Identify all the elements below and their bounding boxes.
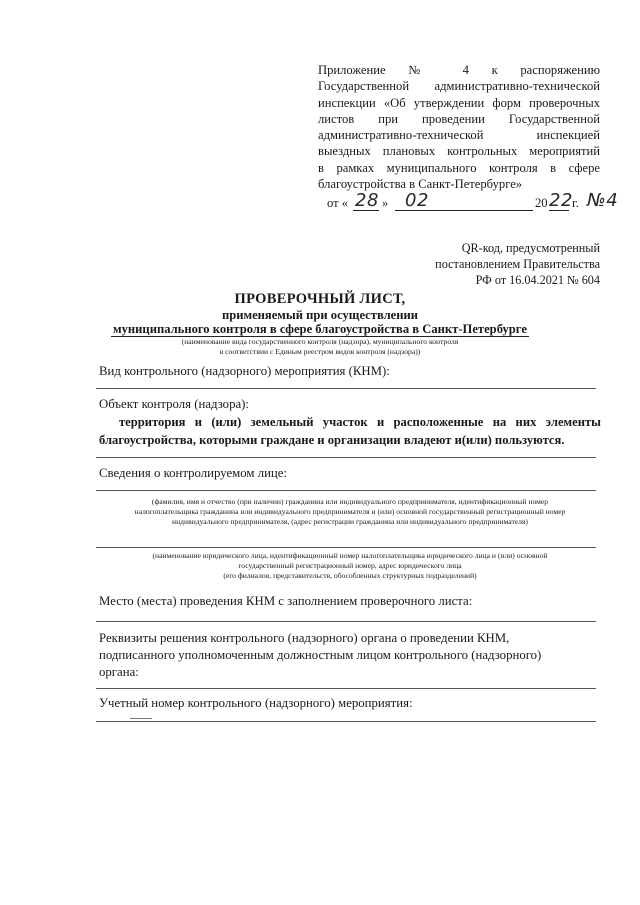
caption-line: индивидуального предпринимателя, (адрес регистрации гражданина или индивидуального предпринимателя): [172, 517, 528, 526]
caption-line: в соответствии с Единым реестром видов контроля (надзора)): [219, 346, 421, 356]
caption-line: (наименование вида государственного контроля (надзора), муниципального контроля: [181, 337, 459, 346]
divider: [96, 457, 596, 458]
date-prefix: от «: [327, 196, 349, 210]
appendix-line: административно-технической инспекцией: [318, 128, 600, 143]
event-type-label: Вид контрольного (надзорного) мероприятия (КНМ):: [99, 364, 390, 378]
divider: [96, 388, 596, 389]
order-date-line: [327, 190, 627, 218]
date-suffix: г.: [572, 196, 579, 210]
qr-note-line: РФ от 16.04.2021 № 604: [475, 273, 600, 287]
divider: [96, 688, 596, 689]
date-month: 02: [405, 190, 429, 211]
date-year-prefix: 20: [535, 196, 548, 210]
qr-note-line: постановлением Правительства: [435, 257, 600, 271]
appendix-header: [318, 62, 600, 192]
qr-note-line: QR-код, предусмотренный: [461, 241, 600, 255]
caption-line: налогоплательщика гражданина или индивидуального предпринимателя и (или) основной государственный регистрационный номер: [134, 507, 566, 516]
control-type-caption: [100, 337, 540, 356]
object-label: Объект контроля (надзора):: [99, 397, 249, 411]
divider: [96, 547, 596, 548]
appendix-line: благоустройства в Санкт-Петербурге»: [318, 177, 523, 192]
order-number: №4: [587, 190, 619, 211]
caption-line: (его филиалов, представительств, обособленных структурных подразделений): [223, 571, 477, 580]
divider: [96, 621, 596, 622]
document-subtitle: применяемый при осуществлении: [221, 308, 419, 322]
date-year-suffix: 22: [549, 190, 573, 211]
requisites-line: подписанного уполномоченным должностным лицом контрольного (надзорного): [99, 648, 542, 662]
appendix-line: Приложение № 4 к распоряжению: [318, 63, 600, 77]
date-mid: »: [382, 196, 389, 210]
object-value-line: территория и (или) земельный участок и расположенные на них элементы: [119, 415, 601, 429]
appendix-line: в рамках муниципального контроля в сфере: [318, 160, 600, 175]
requisites-line: органа:: [99, 665, 139, 679]
appendix-line: выездных плановых контрольных мероприятий: [318, 144, 600, 159]
appendix-line: листов при проведении Государственной: [318, 111, 600, 126]
control-type: [80, 322, 560, 337]
object-value: [99, 413, 601, 449]
caption-line: государственный регистрационный номер, адрес юридического лица: [238, 561, 462, 570]
person-caption: [100, 497, 600, 527]
date-day: 28: [355, 190, 379, 211]
qr-code-note: [405, 240, 600, 288]
divider: [96, 490, 596, 491]
document-title: ПРОВЕРОЧНЫЙ ЛИСТ,: [234, 291, 406, 307]
caption-line: (фамилия, имя и отчество (при наличии) гражданина или индивидуального предпринимателя, идентификационный номер: [151, 497, 549, 506]
legal-entity-caption: [100, 551, 600, 581]
account-number-label: Учетный номер контрольного (надзорного) мероприятия:: [99, 696, 413, 710]
appendix-line: инспекции «Об утверждении форм проверочных: [318, 95, 600, 110]
place-label: Место (места) проведения КНМ с заполнением проверочного листа:: [99, 594, 473, 608]
appendix-line: Государственной административно-технической: [318, 79, 600, 94]
object-value-line: благоустройства, которыми граждане и организации владеют и(или) пользуются.: [99, 433, 565, 447]
control-type-text: муниципального контроля в сфере благоустройства в Санкт-Петербурге: [113, 322, 527, 336]
divider: [96, 721, 596, 722]
pen-mark: [130, 718, 152, 719]
caption-line: (наименование юридического лица, идентификационный номер налогоплательщика юридического лица и (или) основной: [152, 551, 548, 560]
requisites-block: [99, 630, 599, 681]
requisites-line: Реквизиты решения контрольного (надзорного) органа о проведении КНМ,: [99, 631, 510, 645]
controlled-person-label: Сведения о контролируемом лице:: [99, 466, 288, 480]
